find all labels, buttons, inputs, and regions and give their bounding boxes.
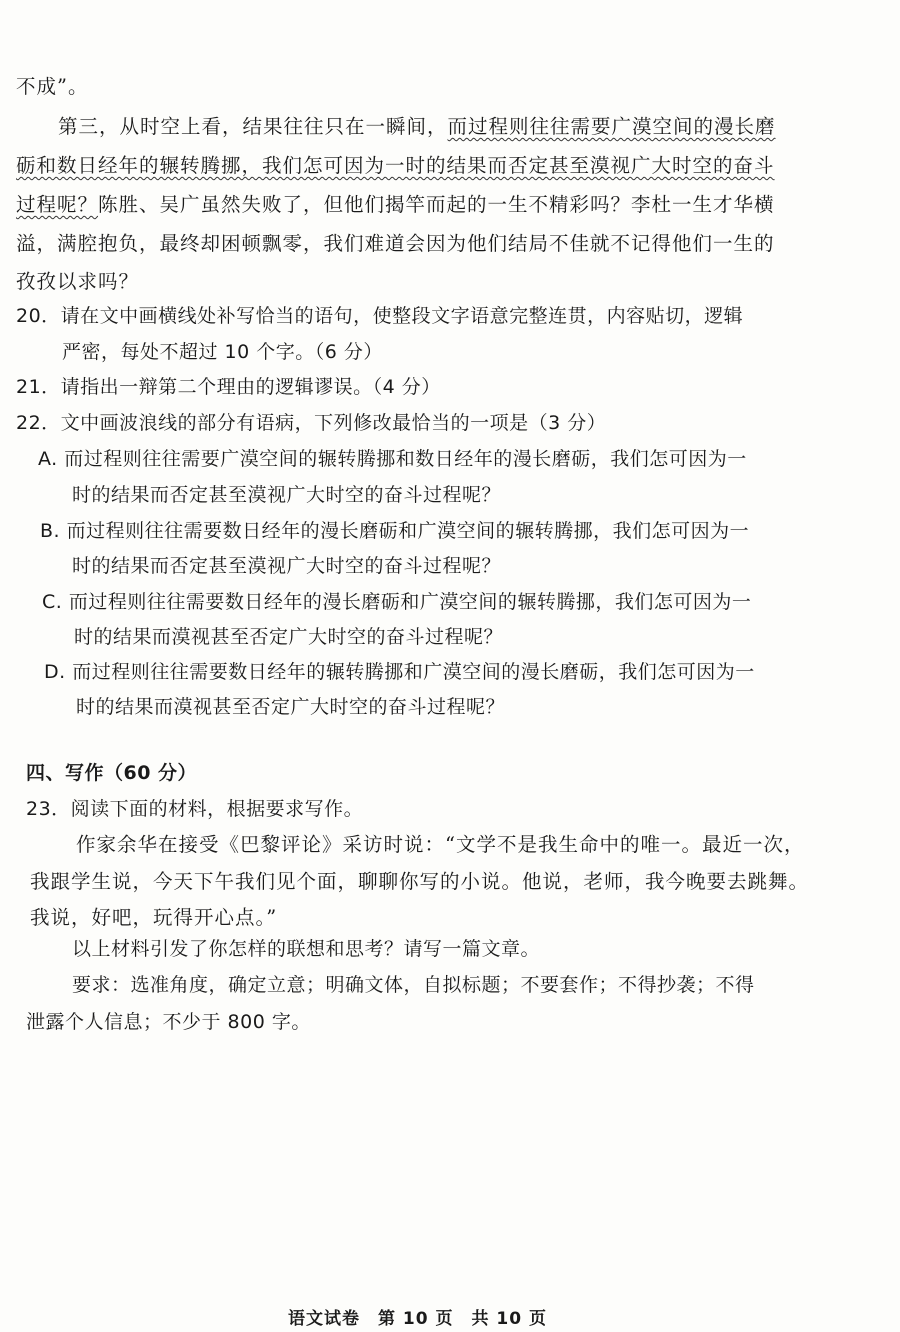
material-line-2 [30, 869, 809, 895]
question-text: 23．阅读下面的材料，根据要求写作。 [26, 798, 364, 820]
passage-text: 陈胜、吴广虽然失败了，但他们揭竿而起的一生不精彩吗？李杜一生才华横 [98, 193, 775, 216]
question-text: 20．请在文中画横线处补写恰当的语句，使整段文字语意完整连贯，内容贴切，逻辑 [16, 305, 744, 327]
material-text: 我说，好吧，玩得开心点。” [30, 906, 278, 929]
question-text: 22．文中画波浪线的部分有语病，下列修改最恰当的一项是（3 分） [16, 412, 607, 434]
option-text: 时的结果而否定甚至漠视广大时空的奋斗过程呢？ [72, 555, 502, 577]
passage-line-2 [16, 153, 775, 179]
option-c-cont [74, 624, 503, 650]
option-text: D. 而过程则往往需要数日经年的辗转腾挪和广漠空间的漫长磨砺，我们怎可因为一 [44, 661, 755, 683]
material-text: 我跟学生说，今天下午我们见个面，聊聊你写的小说。他说，老师，我今晚要去跳舞。 [30, 870, 810, 893]
material-line-3 [30, 905, 277, 931]
option-b-cont [72, 553, 501, 579]
passage-text: 溢，满腔抱负，最终却困顿飘零，我们难道会因为他们结局不佳就不记得他们一生的 [16, 232, 775, 255]
question-text: 21．请指出一辩第二个理由的逻辑谬误。（4 分） [16, 376, 441, 398]
question-21 [16, 374, 441, 400]
option-d [44, 659, 755, 685]
section-heading-writing [26, 760, 197, 786]
question-20 [16, 303, 743, 329]
option-text: B. 而过程则往往需要数日经年的漫长磨砺和广漠空间的辗转腾挪，我们怎可因为一 [40, 520, 750, 542]
option-d-cont [76, 694, 505, 720]
requirements-text: 泄露个人信息；不少于 800 字。 [26, 1011, 311, 1033]
question-22 [16, 410, 606, 436]
passage-line-0 [16, 74, 88, 100]
passage-text: 不成”。 [16, 75, 89, 98]
passage-line-4 [16, 231, 775, 257]
section-heading: 四、写作（60 分） [26, 762, 198, 784]
option-c [42, 589, 751, 615]
writing-requirements [72, 972, 755, 998]
option-a-cont [72, 482, 501, 508]
material-line-1 [76, 832, 804, 858]
passage-line-5 [16, 269, 139, 295]
option-text: C. 而过程则往往需要数日经年的漫长磨砺和广漠空间的辗转腾挪，我们怎可因为一 [42, 591, 752, 613]
passage-line-3 [16, 192, 775, 218]
passage-text: 孜孜以求吗？ [16, 270, 140, 293]
question-text: 严密，每处不超过 10 个字。（6 分） [62, 341, 383, 363]
question-20-cont [62, 339, 383, 365]
passage-line-1 [58, 114, 776, 140]
prompt-text: 以上材料引发了你怎样的联想和思考？请写一篇文章。 [72, 938, 541, 960]
writing-requirements-cont [26, 1009, 311, 1035]
wavy-underlined-text: 而过程则往往需要广漠空间的漫长磨 [447, 115, 776, 138]
requirements-text: 要求：选准角度，确定立意；明确文体，自拟标题；不要套作；不得抄袭；不得 [72, 974, 755, 996]
wavy-underlined-text: 砺和数日经年的辗转腾挪，我们怎可因为一时的结果而否定甚至漠视广大时空的奋斗 [16, 154, 775, 177]
option-a [38, 446, 747, 472]
option-text: 时的结果而漠视甚至否定广大时空的奋斗过程呢？ [74, 626, 504, 648]
writing-prompt [72, 936, 540, 962]
wavy-underlined-text: 过程呢？ [16, 193, 99, 216]
passage-text: 第三，从时空上看，结果往往只在一瞬间， [58, 115, 448, 138]
footer-text: 语文试卷 第 10 页 共 10 页 [288, 1309, 547, 1329]
option-text: 时的结果而漠视甚至否定广大时空的奋斗过程呢？ [76, 696, 506, 718]
option-text: 时的结果而否定甚至漠视广大时空的奋斗过程呢？ [72, 484, 502, 506]
option-text: A. 而过程则往往需要广漠空间的辗转腾挪和数日经年的漫长磨砺，我们怎可因为一 [38, 448, 747, 470]
page-footer [288, 1306, 547, 1332]
question-23 [26, 796, 363, 822]
material-text: 作家余华在接受《巴黎评论》采访时说：“文学不是我生命中的唯一。最近一次， [76, 833, 805, 856]
option-b [40, 518, 749, 544]
